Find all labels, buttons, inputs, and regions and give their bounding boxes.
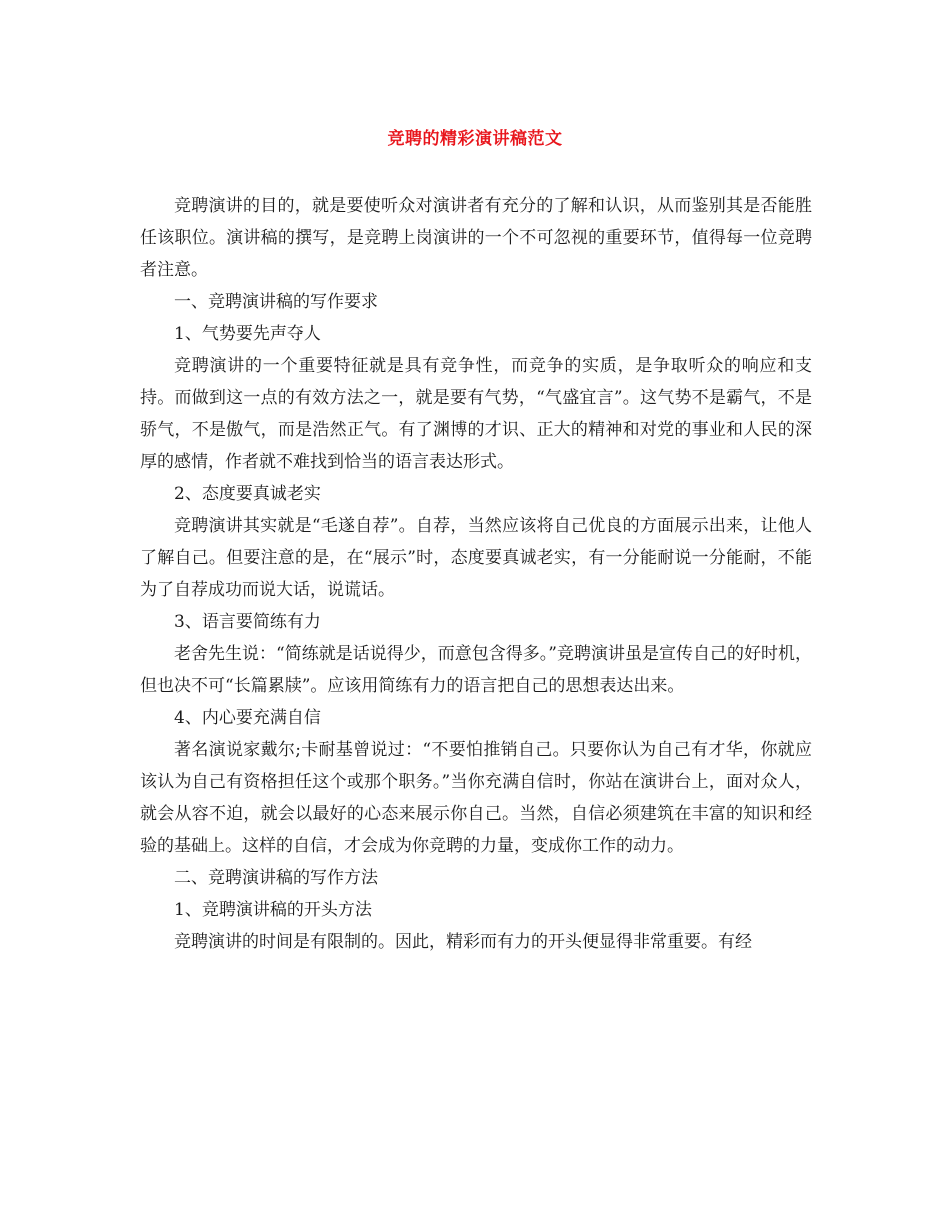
paragraph: 竞聘演讲其实就是“毛遂自荐”。自荐，当然应该将自己优良的方面展示出来，让他人了解自己。但要注意的是，在“展示”时，态度要真诚老实，有一分能耐说一分能耐，不能为了自荐成功而说大话，说谎话。 xyxy=(140,516,812,600)
paragraph: 著名演说家戴尔;卡耐基曾说过：“不要怕推销自己。只要你认为自己有才华，你就应该认为自己有资格担任这个或那个职务。”当你充满自信时，你站在演讲台上，面对众人，就会从容不迫，就会以最好的心态来展示你自己。当然，自信必须建筑在丰富的知识和经验的基础上。这样的自信，才会成为你竞聘的力量，变成你工作的动力。 xyxy=(140,740,812,856)
paragraph: 竞聘演讲的时间是有限制的。因此，精彩而有力的开头便显得非常重要。有经 xyxy=(174,932,752,952)
subheading-1-4: 4、内心要充满自信 xyxy=(174,708,321,728)
paragraph: 老舍先生说：“简练就是话说得少，而意包含得多。”竞聘演讲虽是宣传自己的好时机，但也决不可“长篇累牍”。应该用简练有力的语言把自己的思想表达出来。 xyxy=(140,644,812,696)
subheading-1-3: 3、语言要简练有力 xyxy=(174,612,321,632)
document-body xyxy=(140,190,812,958)
subheading-1-1: 1、气势要先声夺人 xyxy=(174,324,321,344)
subheading-1-2: 2、态度要真诚老实 xyxy=(174,484,321,504)
section-heading-1: 一、竞聘演讲稿的写作要求 xyxy=(174,292,378,312)
paragraph-intro: 竞聘演讲的目的，就是要使听众对演讲者有充分的了解和认识，从而鉴别其是否能胜任该职位。演讲稿的撰写，是竞聘上岗演讲的一个不可忽视的重要环节，值得每一位竞聘者注意。 xyxy=(140,196,812,280)
subheading-2-1: 1、竞聘演讲稿的开头方法 xyxy=(174,900,372,920)
document-title: 竞聘的精彩演讲稿范文 xyxy=(387,129,563,149)
paragraph: 竞聘演讲的一个重要特征就是具有竞争性，而竞争的实质，是争取听众的响应和支持。而做到这一点的有效方法之一，就是要有气势，“气盛宜言”。这气势不是霸气，不是骄气，不是傲气，而是浩然正气。有了渊博的才识、正大的精神和对党的事业和人民的深厚的感情，作者就不难找到恰当的语言表达形式。 xyxy=(140,356,812,472)
section-heading-2: 二、竞聘演讲稿的写作方法 xyxy=(174,868,378,888)
